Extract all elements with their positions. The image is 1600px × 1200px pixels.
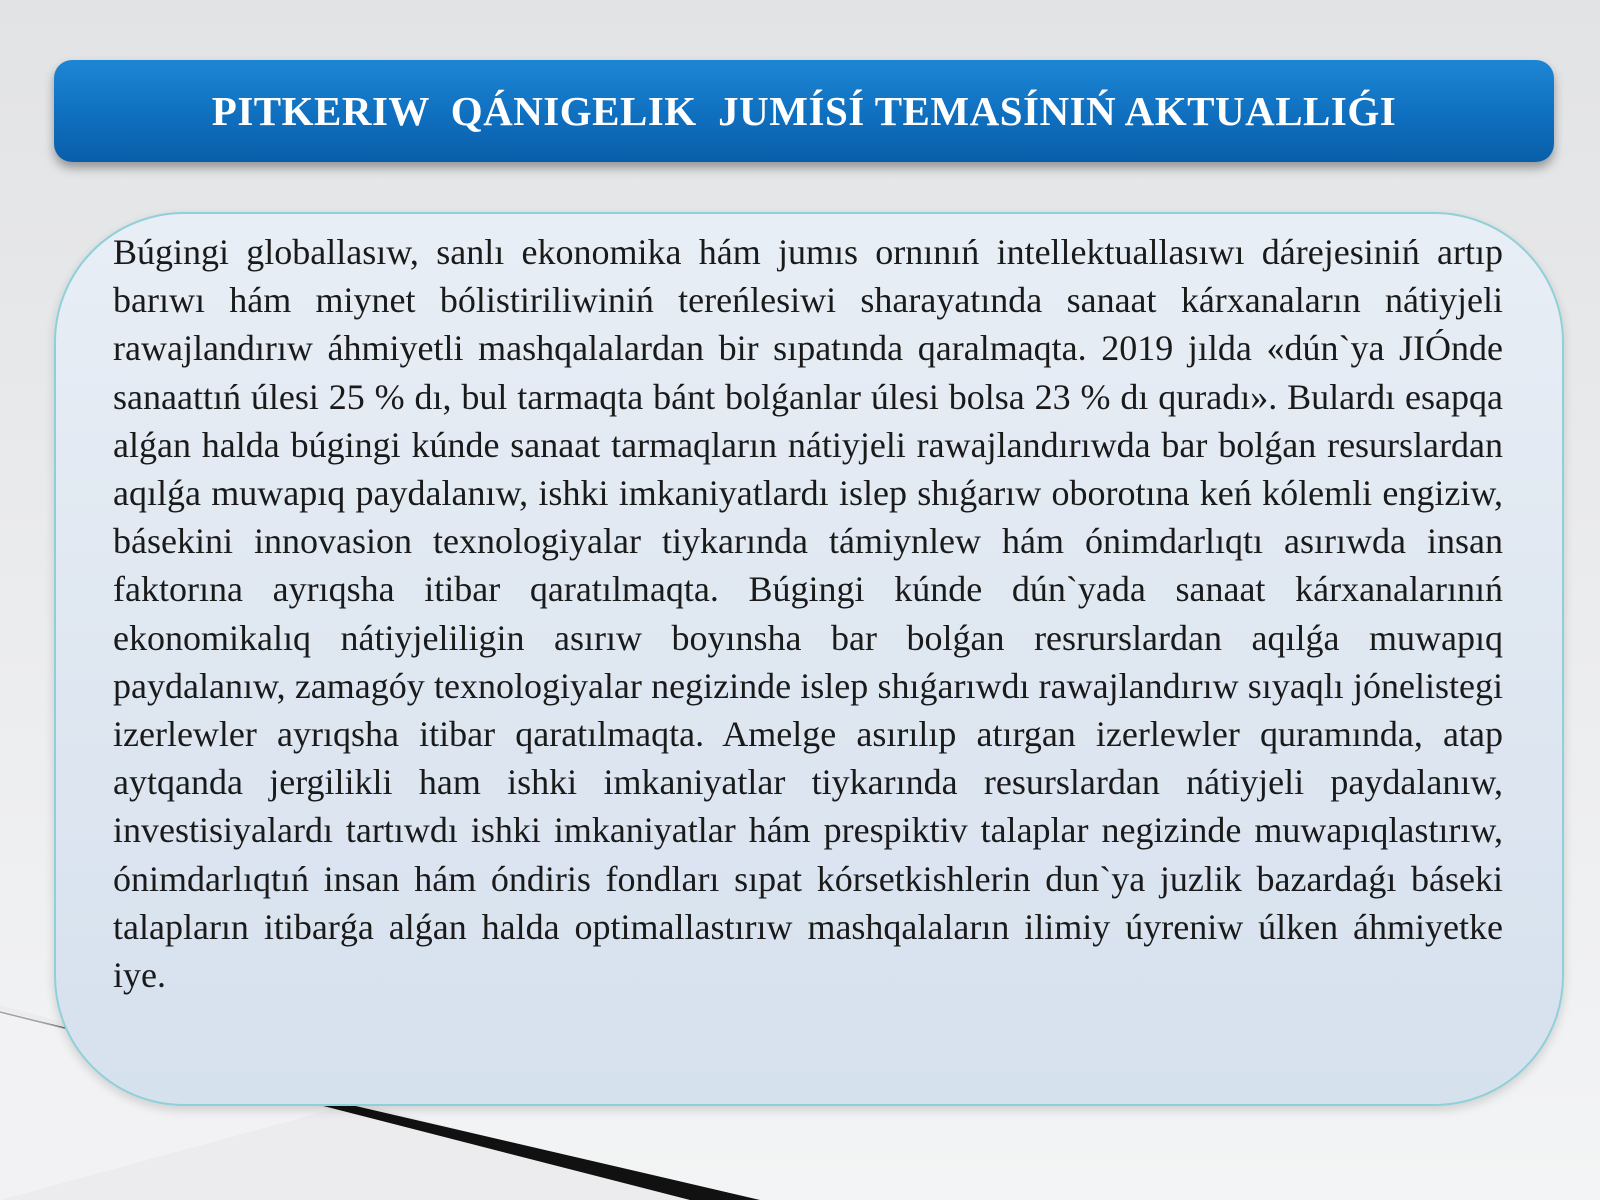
slide-title: PITKERIW QÁNIGELIK JUMÍSÍ TEMASÍNIŃ AKTUALLIǴI <box>211 88 1397 134</box>
body-paragraph: Búgingi globallasıw, sanlı ekonomika hám jumıs ornınıń intellektuallasıwı dárejesiniń artıp barıwı hám miynet bólistiriliwiniń tereńlesiwi sharayatında sanaat kárxanaların nátiyjeli rawajlandırıw áhmiyetli mashqalalardan bir sıpatında qaralmaqta. 2019 jılda «dún`ya JIÓnde sanaattıń úlesi 25 % dı, bul tarmaqta bánt bolǵanlar úlesi bolsa 23 % dı quradı». Bulardı esapqa alǵan halda búgingi kúnde sanaat tarmaqların nátiyjeli rawajlandırıwda bar bolǵan resurslardan aqılǵa muwapıq paydalanıw, ishki imkaniyatlardı islep shıǵarıw oborotına keń kólemli engiziw, básekini innovasion texnologiyalar tiykarında támiynlew hám ónimdarlıqtı asırıwda insan faktorına ayrıqsha itibar qaratılmaqta. Búgingi kúnde dún`yada sanaat kárxanalarınıń ekonomikalıq nátiyjeliligin asırıw boyınsha bar bolǵan resrurslardan aqılǵa muwapıq paydalanıw, zamagóy texnologiyalar negizinde islep shıǵarıwdı rawajlandırıw sıyaqlı jónelistegi izerlewler ayrıqsha itibar qaratılmaqta. Amelge asırılıp atırgan izerlewler quramında, atap aytqanda jergilikli ham ishki imkaniyatlar tiykarında resurslardan nátiyjeli paydalanıw, investisiyalardı tartıwdı ishki imkaniyatlar hám prespiktiv talaplar negizinde muwapıqlastırıw, ónimdarlıqtıń insan hám óndiris fondları sıpat kórsetkishlerin dun`ya juzlik bazardaǵı báseki talapların itibarǵa alǵan halda optimallastırıw mashqalaların ilimiy úyreniw úlken áhmiyetke iye. <box>113 232 1503 996</box>
title-banner <box>54 60 1554 162</box>
